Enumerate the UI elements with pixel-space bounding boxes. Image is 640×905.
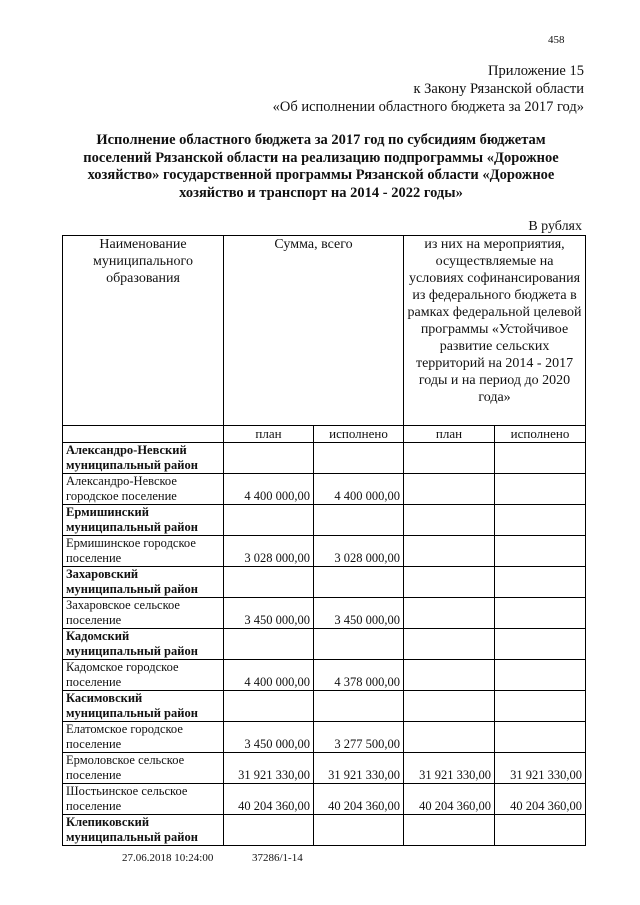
federal-executed-amount-cell	[495, 443, 586, 474]
federal-executed-amount-cell	[495, 691, 586, 722]
federal-plan-amount-cell	[404, 722, 495, 753]
budget-table	[62, 235, 586, 846]
table-header-row	[63, 236, 586, 426]
federal-executed-amount-cell	[495, 815, 586, 846]
executed-amount-cell: 31 921 330,00	[314, 753, 404, 784]
settlement-row	[63, 660, 586, 691]
plan-amount-cell	[224, 567, 314, 598]
appendix-line-2: к Закону Рязанской области	[413, 81, 584, 97]
federal-executed-amount-cell	[495, 660, 586, 691]
subheader-empty	[63, 426, 224, 443]
federal-plan-amount-cell	[404, 567, 495, 598]
district-row	[63, 691, 586, 722]
executed-amount-cell: 3 277 500,00	[314, 722, 404, 753]
federal-executed-amount-cell	[495, 629, 586, 660]
executed-amount-cell	[314, 505, 404, 536]
district-row	[63, 443, 586, 474]
header-total: Сумма, всего	[224, 236, 404, 426]
units-label: В рублях	[528, 219, 582, 234]
federal-plan-amount-cell	[404, 443, 495, 474]
district-row	[63, 567, 586, 598]
executed-amount-cell: 3 450 000,00	[314, 598, 404, 629]
federal-executed-amount-cell: 31 921 330,00	[495, 753, 586, 784]
plan-amount-cell: 4 400 000,00	[224, 474, 314, 505]
municipality-name-cell: Касимовский муниципальный район	[63, 691, 224, 722]
plan-amount-cell	[224, 691, 314, 722]
municipality-name-cell: Кадомское городское поселение	[63, 660, 224, 691]
executed-amount-cell	[314, 691, 404, 722]
executed-amount-cell: 3 028 000,00	[314, 536, 404, 567]
district-row	[63, 815, 586, 846]
appendix-line-3: «Об исполнении областного бюджета за 2017 год»	[272, 99, 584, 115]
executed-amount-cell: 4 378 000,00	[314, 660, 404, 691]
municipality-name-cell: Захаровское сельское поселение	[63, 598, 224, 629]
executed-amount-cell	[314, 629, 404, 660]
subheader-federal-executed: исполнено	[495, 426, 586, 443]
settlement-row	[63, 784, 586, 815]
executed-amount-cell	[314, 443, 404, 474]
plan-amount-cell: 3 028 000,00	[224, 536, 314, 567]
federal-executed-amount-cell	[495, 474, 586, 505]
federal-plan-amount-cell	[404, 474, 495, 505]
executed-amount-cell: 4 400 000,00	[314, 474, 404, 505]
executed-amount-cell	[314, 567, 404, 598]
municipality-name-cell: Ермоловское сельское поселение	[63, 753, 224, 784]
plan-amount-cell: 3 450 000,00	[224, 598, 314, 629]
footer-datetime: 27.06.2018 10:24:00	[122, 852, 214, 864]
footer-document-code: 37286/1-14	[252, 852, 303, 864]
municipality-name-cell: Ермишинское городское поселение	[63, 536, 224, 567]
district-row	[63, 505, 586, 536]
federal-executed-amount-cell	[495, 536, 586, 567]
settlement-row	[63, 598, 586, 629]
header-municipality: Наименование муниципального образования	[63, 236, 224, 426]
municipality-name-cell: Захаровский муниципальный район	[63, 567, 224, 598]
municipality-name-cell: Шостьинское сельское поселение	[63, 784, 224, 815]
municipality-name-cell: Клепиковский муниципальный район	[63, 815, 224, 846]
federal-plan-amount-cell	[404, 629, 495, 660]
municipality-name-cell: Елатомское городское поселение	[63, 722, 224, 753]
subheader-federal-plan: план	[404, 426, 495, 443]
federal-plan-amount-cell	[404, 505, 495, 536]
plan-amount-cell: 4 400 000,00	[224, 660, 314, 691]
municipality-name-cell: Александро-Невский муниципальный район	[63, 443, 224, 474]
header-federal-cofinancing: из них на мероприятия, осуществляемые на условиях софинансирования из федерального бюджета в рамках федеральной целевой программы «Устойчивое развитие сельских территорий на 2014 - 2017 годы и на период до 2020 года»	[404, 236, 586, 426]
district-row	[63, 629, 586, 660]
federal-executed-amount-cell	[495, 598, 586, 629]
federal-plan-amount-cell: 31 921 330,00	[404, 753, 495, 784]
subheader-executed: исполнено	[314, 426, 404, 443]
federal-executed-amount-cell: 40 204 360,00	[495, 784, 586, 815]
municipality-name-cell: Ермишинский муниципальный район	[63, 505, 224, 536]
municipality-name-cell: Кадомский муниципальный район	[63, 629, 224, 660]
federal-executed-amount-cell	[495, 567, 586, 598]
plan-amount-cell: 40 204 360,00	[224, 784, 314, 815]
federal-plan-amount-cell	[404, 691, 495, 722]
federal-plan-amount-cell	[404, 660, 495, 691]
appendix-reference	[273, 62, 584, 116]
settlement-row	[63, 536, 586, 567]
settlement-row	[63, 753, 586, 784]
federal-plan-amount-cell	[404, 815, 495, 846]
plan-amount-cell: 3 450 000,00	[224, 722, 314, 753]
executed-amount-cell	[314, 815, 404, 846]
table-subheader-row	[63, 426, 586, 443]
subheader-plan: план	[224, 426, 314, 443]
plan-amount-cell	[224, 443, 314, 474]
federal-plan-amount-cell: 40 204 360,00	[404, 784, 495, 815]
settlement-row	[63, 722, 586, 753]
plan-amount-cell: 31 921 330,00	[224, 753, 314, 784]
executed-amount-cell: 40 204 360,00	[314, 784, 404, 815]
settlement-row	[63, 474, 586, 505]
document-title: Исполнение областного бюджета за 2017 год по субсидиям бюджетам поселений Рязанской области на реализацию подпрограммы «Дорожное хозяйство» государственной программы Рязанской области «Дорожное хозяйство и транспорт на 2014 - 2022 годы»	[83, 132, 559, 201]
plan-amount-cell	[224, 505, 314, 536]
municipality-name-cell: Александро-Невское городское поселение	[63, 474, 224, 505]
plan-amount-cell	[224, 815, 314, 846]
federal-executed-amount-cell	[495, 505, 586, 536]
plan-amount-cell	[224, 629, 314, 660]
federal-plan-amount-cell	[404, 598, 495, 629]
federal-executed-amount-cell	[495, 722, 586, 753]
page-number: 458	[548, 34, 565, 46]
appendix-line-1: Приложение 15	[488, 63, 584, 79]
federal-plan-amount-cell	[404, 536, 495, 567]
